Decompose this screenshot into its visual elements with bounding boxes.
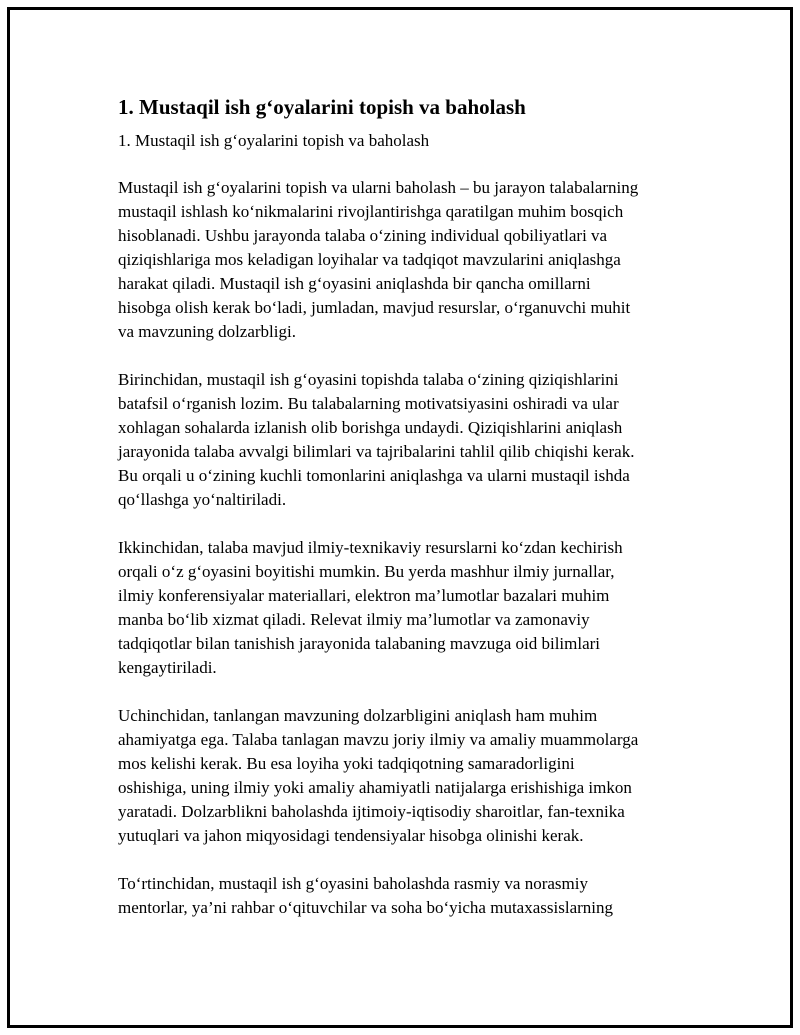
text-line: Bu orqali u o‘zining kuchli tomonlarini aniqlashga va ularni mustaqil ishda — [118, 466, 630, 485]
text-line: ahamiyatga ega. Talaba tanlagan mavzu joriy ilmiy va amaliy muammolarga — [118, 730, 639, 749]
text-line: manba bo‘lib xizmat qiladi. Relevat ilmiy ma’lumotlar va zamonaviy — [118, 610, 590, 629]
text-line: batafsil o‘rganish lozim. Bu talabalarning motivatsiyasini oshiradi va ular — [118, 394, 619, 413]
text-line: mentorlar, ya’ni rahbar o‘qituvchilar va soha bo‘yicha mutaxassislarning — [118, 898, 613, 917]
paragraph-second — [118, 536, 708, 680]
text-line: Uchinchidan, tanlangan mavzuning dolzarbligini aniqlash ham muhim — [118, 706, 598, 725]
document-subheading: 1. Mustaqil ish g‘oyalarini topish va baholash — [118, 131, 430, 150]
paragraph-intro — [118, 176, 708, 344]
text-line: mos kelishi kerak. Bu esa loyiha yoki tadqiqotning samaradorligini — [118, 754, 575, 773]
paragraph-first — [118, 368, 708, 512]
text-line: tadqiqotlar bilan tanishish jarayonida talabaning mavzuga oid bilimlari — [118, 634, 601, 653]
text-line: orqali o‘z g‘oyasini boyitishi mumkin. Bu yerda mashhur ilmiy jurnallar, — [118, 562, 615, 581]
text-line: mustaqil ishlash ko‘nikmalarini rivojlantirishga qaratilgan muhim bosqich — [118, 202, 624, 221]
text-line: jarayonida talaba avvalgi bilimlari va tajribalarini tahlil qilib chiqishi kerak. — [118, 442, 635, 461]
text-line: kengaytiriladi. — [118, 658, 217, 677]
paragraph-fourth — [118, 872, 708, 920]
text-line: Mustaqil ish g‘oyalarini topish va ularni baholash – bu jarayon talabalarning — [118, 178, 639, 197]
text-line: va mavzuning dolzarbligi. — [118, 322, 296, 341]
text-line: oshishiga, uning ilmiy yoki amaliy ahamiyatli natijalarga erishishiga imkon — [118, 778, 632, 797]
paragraph-third — [118, 704, 708, 848]
text-line: yutuqlari va jahon miqyosidagi tendensiyalar hisobga olinishi kerak. — [118, 826, 584, 845]
text-line: To‘rtinchidan, mustaqil ish g‘oyasini baholashda rasmiy va norasmiy — [118, 874, 588, 893]
text-line: Ikkinchidan, talaba mavjud ilmiy-texnikaviy resurslarni ko‘zdan kechirish — [118, 538, 623, 557]
text-line: Birinchidan, mustaqil ish g‘oyasini topishda talaba o‘zining qiziqishlarini — [118, 370, 619, 389]
text-line: hisoblanadi. Ushbu jarayonda talaba o‘zining individual qobiliyatlari va — [118, 226, 608, 245]
document-body — [118, 94, 708, 944]
document-heading: 1. Mustaqil ish g‘oyalarini topish va baholash — [118, 95, 526, 119]
text-line: qiziqishlariga mos keladigan loyihalar va tadqiqot mavzularini aniqlashga — [118, 250, 621, 269]
text-line: harakat qiladi. Mustaqil ish g‘oyasini aniqlashda bir qancha omillarni — [118, 274, 591, 293]
text-line: yaratadi. Dolzarblikni baholashda ijtimoiy-iqtisodiy sharoitlar, fan-texnika — [118, 802, 625, 821]
text-line: hisobga olish kerak bo‘ladi, jumladan, mavjud resurslar, o‘rganuvchi muhit — [118, 298, 631, 317]
text-line: xohlagan sohalarda izlanish olib borishga undaydi. Qiziqishlarini aniqlash — [118, 418, 623, 437]
text-line: ilmiy konferensiyalar materiallari, elektron ma’lumotlar bazalari muhim — [118, 586, 610, 605]
text-line: qo‘llashga yo‘naltiriladi. — [118, 490, 287, 509]
